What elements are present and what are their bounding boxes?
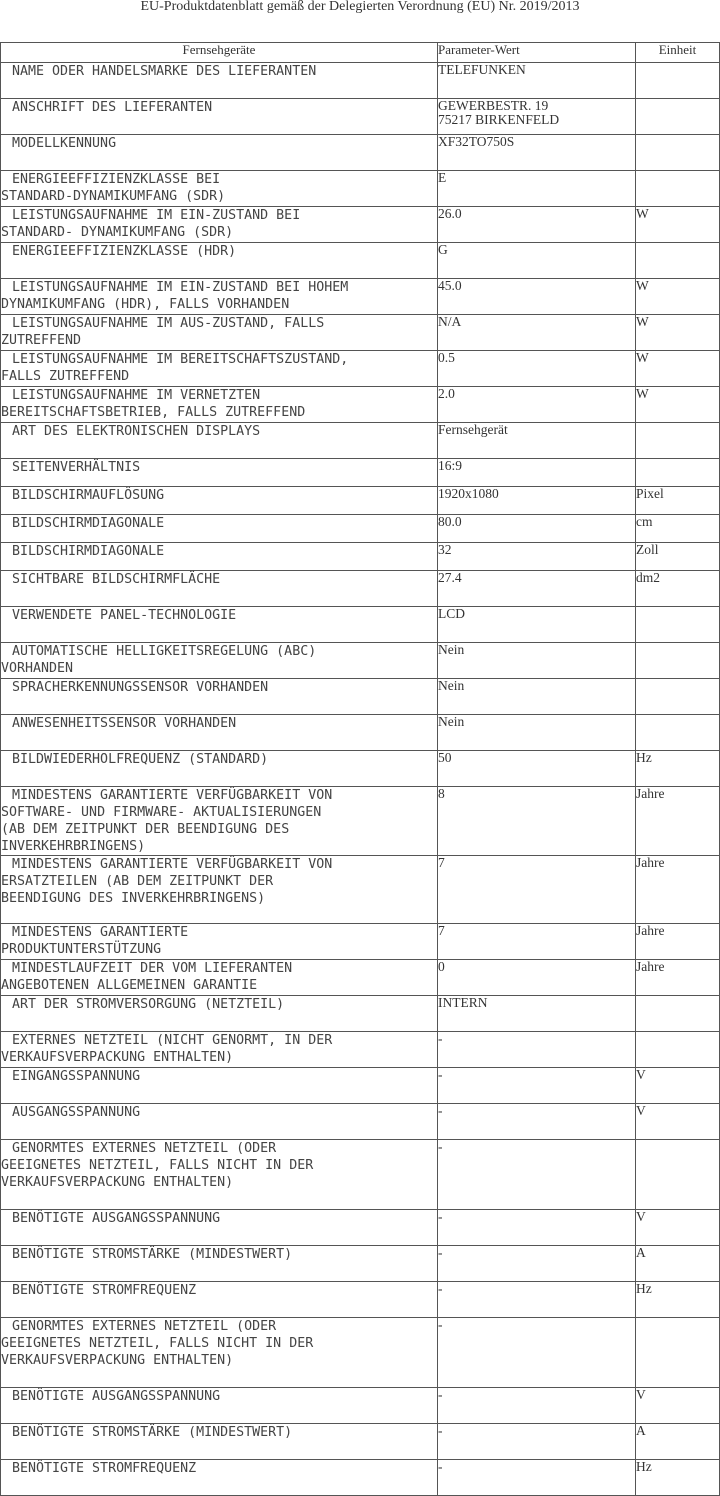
parameter-label-line: MINDESTENS GARANTIERTE VERFÜGBARKEIT VON	[12, 857, 333, 872]
parameter-value-line: 26.0	[438, 206, 462, 221]
table-row	[1, 751, 720, 787]
parameter-value-line: -	[438, 1459, 443, 1474]
table-row	[1, 135, 720, 171]
parameter-value-line: -	[438, 1245, 443, 1260]
parameter-value	[438, 279, 636, 315]
parameter-value	[438, 515, 636, 543]
parameter-label-line: VERKAUFSVERPACKUNG ENTHALTEN)	[1, 1050, 234, 1065]
parameter-value-line: LCD	[438, 606, 465, 621]
parameter-label-line: BENÖTIGTE AUSGANGSSPANNUNG	[12, 1389, 221, 1404]
table-row	[1, 856, 720, 924]
parameter-unit: Jahre	[636, 960, 720, 996]
parameter-value-line: Nein	[438, 642, 465, 657]
parameter-value	[438, 99, 636, 135]
parameter-label	[1, 63, 438, 99]
parameter-value	[438, 459, 636, 487]
parameter-value-line: 27.4	[438, 570, 462, 585]
parameter-unit: Zoll	[636, 543, 720, 571]
parameter-label	[1, 1032, 438, 1068]
parameter-value	[438, 924, 636, 960]
table-row	[1, 1068, 720, 1104]
parameter-label-line: BILDSCHIRMDIAGONALE	[12, 544, 165, 559]
parameter-unit	[636, 99, 720, 135]
parameter-label-line: GEEIGNETES NETZTEIL, FALLS NICHT IN DER	[1, 1158, 314, 1173]
parameter-label-line: BILDWIEDERHOLFREQUENZ (STANDARD)	[12, 752, 269, 767]
parameter-value	[438, 996, 636, 1032]
parameter-value-line: -	[438, 1103, 443, 1118]
parameter-value	[438, 1068, 636, 1104]
table-row	[1, 924, 720, 960]
parameter-label	[1, 924, 438, 960]
parameter-label-line: LEISTUNGSAUFNAHME IM AUS-ZUSTAND, FALLS	[12, 316, 325, 331]
table-row	[1, 315, 720, 351]
parameter-value-line: -	[438, 1281, 443, 1296]
parameter-value	[438, 715, 636, 751]
parameter-unit: Hz	[636, 1460, 720, 1496]
parameter-label-line: LEISTUNGSAUFNAHME IM VERNETZTEN	[12, 388, 261, 403]
parameter-label-line: (AB DEM ZEITPUNKT DER BEENDIGUNG DES	[1, 822, 290, 837]
parameter-label	[1, 459, 438, 487]
parameter-label-line: LEISTUNGSAUFNAHME IM EIN-ZUSTAND BEI HOHEM	[12, 280, 349, 295]
parameter-value-line: 16:9	[438, 458, 463, 473]
parameter-label-line: BENÖTIGTE STROMFREQUENZ	[12, 1461, 197, 1476]
parameter-label-line: BENÖTIGTE AUSGANGSSPANNUNG	[12, 1211, 221, 1226]
parameter-label	[1, 1282, 438, 1318]
parameter-label	[1, 543, 438, 571]
parameter-label-line: VERKAUFSVERPACKUNG ENTHALTEN)	[1, 1175, 234, 1190]
parameter-value	[438, 423, 636, 459]
table-row	[1, 643, 720, 679]
parameter-value	[438, 571, 636, 607]
parameter-label	[1, 960, 438, 996]
parameter-label-line: STANDARD- DYNAMIKUMFANG (SDR)	[1, 225, 234, 240]
parameter-label-line: MODELLKENNUNG	[12, 136, 117, 151]
parameter-value	[438, 1424, 636, 1460]
parameter-value	[438, 1282, 636, 1318]
parameter-value-line: GEWERBESTR. 19	[438, 98, 549, 113]
parameter-label-line: PRODUKTUNTERSTÜTZUNG	[1, 942, 162, 957]
parameter-value	[438, 607, 636, 643]
parameter-label-line: EINGANGSSPANNUNG	[12, 1069, 141, 1084]
parameter-label-line: STANDARD-DYNAMIKUMFANG (SDR)	[1, 189, 226, 204]
parameter-label	[1, 607, 438, 643]
parameter-value-line: 45.0	[438, 278, 462, 293]
parameter-unit: W	[636, 387, 720, 423]
table-row	[1, 1424, 720, 1460]
parameter-value	[438, 856, 636, 924]
parameter-unit	[636, 243, 720, 279]
parameter-value	[438, 243, 636, 279]
parameter-label-line: NAME ODER HANDELSMARKE DES LIEFERANTEN	[12, 64, 317, 79]
parameter-value	[438, 1318, 636, 1388]
parameter-label-line: LEISTUNGSAUFNAHME IM BEREITSCHAFTSZUSTAND,	[12, 352, 349, 367]
parameter-label-line: ZUTREFFEND	[1, 333, 82, 348]
parameter-unit: A	[636, 1246, 720, 1282]
parameter-unit: Jahre	[636, 787, 720, 856]
parameter-label-line: ANWESENHEITSSENSOR VORHANDEN	[12, 716, 237, 731]
parameter-unit: V	[636, 1104, 720, 1140]
parameter-label-line: ART DER STROMVERSORGUNG (NETZTEIL)	[12, 997, 285, 1012]
parameter-unit: cm	[636, 515, 720, 543]
parameter-value	[438, 135, 636, 171]
parameter-value-line: -	[438, 1031, 443, 1046]
parameter-label	[1, 715, 438, 751]
table-row	[1, 787, 720, 856]
parameter-value-line: 50	[438, 750, 452, 765]
table-row	[1, 571, 720, 607]
parameter-unit	[636, 171, 720, 207]
parameter-label-line: ANGEBOTENEN ALLGEMEINEN GARANTIE	[1, 978, 258, 993]
parameter-value-line: 75217 BIRKENFELD	[438, 112, 560, 127]
parameter-unit	[636, 63, 720, 99]
parameter-value	[438, 543, 636, 571]
table-row	[1, 387, 720, 423]
parameter-label-line: BEENDIGUNG DES INVERKEHRBRINGENS)	[1, 891, 266, 906]
parameter-unit: V	[636, 1068, 720, 1104]
parameter-unit	[636, 459, 720, 487]
parameter-unit: V	[636, 1388, 720, 1424]
parameter-value	[438, 351, 636, 387]
parameter-label	[1, 243, 438, 279]
parameter-label-line: BENÖTIGTE STROMSTÄRKE (MINDESTWERT)	[12, 1425, 293, 1440]
parameter-label-line: ART DES ELEKTRONISCHEN DISPLAYS	[12, 424, 261, 439]
parameter-label	[1, 1104, 438, 1140]
parameter-value-line: G	[438, 242, 448, 257]
parameter-value	[438, 387, 636, 423]
parameter-unit: dm2	[636, 571, 720, 607]
table-row	[1, 1140, 720, 1210]
table-row	[1, 543, 720, 571]
parameter-unit	[636, 996, 720, 1032]
parameter-value-line: 0.5	[438, 350, 455, 365]
parameter-label	[1, 171, 438, 207]
parameter-value	[438, 787, 636, 856]
table-row	[1, 63, 720, 99]
parameter-value	[438, 63, 636, 99]
parameter-label-line: AUTOMATISCHE HELLIGKEITSREGELUNG (ABC)	[12, 644, 317, 659]
parameter-value-line: E	[438, 170, 447, 185]
parameter-value-line: -	[438, 1209, 443, 1224]
parameter-label	[1, 423, 438, 459]
parameter-value-line: Fernsehgerät	[438, 422, 508, 437]
parameter-label	[1, 679, 438, 715]
parameter-label	[1, 1210, 438, 1246]
parameter-label	[1, 99, 438, 135]
parameter-label-line: MINDESTENS GARANTIERTE VERFÜGBARKEIT VON	[12, 788, 333, 803]
parameter-value-line: 1920x1080	[438, 486, 499, 501]
table-row	[1, 1210, 720, 1246]
parameter-label-line: VERWENDETE PANEL-TECHNOLOGIE	[12, 608, 237, 623]
parameter-value	[438, 1246, 636, 1282]
parameter-unit	[636, 715, 720, 751]
parameter-unit	[636, 135, 720, 171]
parameter-value-line: 7	[438, 855, 445, 870]
table-row	[1, 243, 720, 279]
parameter-value-line: TELEFUNKEN	[438, 62, 526, 77]
parameter-value-line: 7	[438, 923, 445, 938]
parameter-label-line: ENERGIEEFFIZIENZKLASSE BEI	[12, 172, 221, 187]
parameter-unit: V	[636, 1210, 720, 1246]
parameter-unit: W	[636, 315, 720, 351]
table-header-row	[1, 43, 720, 63]
parameter-label-line: GEEIGNETES NETZTEIL, FALLS NICHT IN DER	[1, 1336, 314, 1351]
parameter-label-line: VORHANDEN	[1, 661, 74, 676]
parameter-unit: A	[636, 1424, 720, 1460]
parameter-label	[1, 751, 438, 787]
parameter-label-line: MINDESTENS GARANTIERTE	[12, 925, 189, 940]
parameter-label-line: SOFTWARE- UND FIRMWARE- AKTUALISIERUNGEN	[1, 805, 322, 820]
parameter-value	[438, 1460, 636, 1496]
table-row	[1, 207, 720, 243]
parameter-unit: W	[636, 207, 720, 243]
parameter-label-line: MINDESTLAUFZEIT DER VOM LIEFERANTEN	[12, 961, 293, 976]
table-row	[1, 171, 720, 207]
parameter-value	[438, 1210, 636, 1246]
table-row	[1, 1246, 720, 1282]
parameter-unit	[636, 607, 720, 643]
parameter-unit	[636, 423, 720, 459]
parameter-value-line: Nein	[438, 678, 465, 693]
parameter-value-line: 2.0	[438, 386, 455, 401]
parameter-label	[1, 1460, 438, 1496]
parameter-value	[438, 171, 636, 207]
parameter-label	[1, 279, 438, 315]
table-row	[1, 459, 720, 487]
table-row	[1, 715, 720, 751]
parameter-unit: W	[636, 279, 720, 315]
column-header-unit: Einheit	[636, 43, 720, 63]
parameter-value-line: INTERN	[438, 995, 488, 1010]
parameter-value	[438, 1140, 636, 1210]
parameter-label	[1, 996, 438, 1032]
parameter-value-line: 8	[438, 786, 445, 801]
parameter-label-line: GENORMTES EXTERNES NETZTEIL (ODER	[12, 1319, 277, 1334]
table-row	[1, 607, 720, 643]
table-row	[1, 515, 720, 543]
parameter-label-line: INVERKEHRBRINGENS)	[1, 839, 146, 854]
parameter-unit: Hz	[636, 751, 720, 787]
parameter-value-line: -	[438, 1317, 443, 1332]
parameter-label-line: BENÖTIGTE STROMSTÄRKE (MINDESTWERT)	[12, 1247, 293, 1262]
parameter-unit	[636, 643, 720, 679]
parameter-value	[438, 679, 636, 715]
parameter-label	[1, 207, 438, 243]
parameter-label-line: SICHTBARE BILDSCHIRMFLÄCHE	[12, 572, 221, 587]
parameter-value-line: -	[438, 1387, 443, 1402]
table-row	[1, 351, 720, 387]
parameter-value-line: 32	[438, 542, 452, 557]
table-row	[1, 1104, 720, 1140]
table-body	[1, 63, 720, 1496]
parameter-label-line: LEISTUNGSAUFNAHME IM EIN-ZUSTAND BEI	[12, 208, 301, 223]
table-row	[1, 1032, 720, 1068]
parameter-label	[1, 135, 438, 171]
document-title: EU-Produktdatenblatt gemäß der Delegierten Verordnung (EU) Nr. 2019/2013	[140, 0, 580, 14]
parameter-label-line: VERKAUFSVERPACKUNG ENTHALTEN)	[1, 1353, 234, 1368]
table-row	[1, 1460, 720, 1496]
product-data-table	[0, 42, 720, 1496]
parameter-value	[438, 315, 636, 351]
parameter-label	[1, 643, 438, 679]
parameter-label-line: GENORMTES EXTERNES NETZTEIL (ODER	[12, 1141, 277, 1156]
parameter-label	[1, 1318, 438, 1388]
table-row	[1, 99, 720, 135]
parameter-unit: Hz	[636, 1282, 720, 1318]
column-header-parameter: Fernsehgeräte	[1, 43, 438, 63]
parameter-label	[1, 856, 438, 924]
parameter-value	[438, 960, 636, 996]
parameter-label-line: EXTERNES NETZTEIL (NICHT GENORMT, IN DER	[12, 1033, 333, 1048]
parameter-label-line: FALLS ZUTREFFEND	[1, 369, 130, 384]
parameter-label	[1, 315, 438, 351]
parameter-value-line: 0	[438, 959, 445, 974]
parameter-label-line: BENÖTIGTE STROMFREQUENZ	[12, 1283, 197, 1298]
parameter-label-line: SPRACHERKENNUNGSSENSOR VORHANDEN	[12, 680, 269, 695]
parameter-label-line: SEITENVERHÄLTNIS	[12, 460, 141, 475]
parameter-unit	[636, 679, 720, 715]
parameter-value	[438, 643, 636, 679]
parameter-value-line: -	[438, 1423, 443, 1438]
parameter-unit	[636, 1140, 720, 1210]
parameter-label-line: DYNAMIKUMFANG (HDR), FALLS VORHANDEN	[1, 297, 290, 312]
table-row	[1, 996, 720, 1032]
table-row	[1, 1388, 720, 1424]
parameter-unit: Jahre	[636, 924, 720, 960]
parameter-label	[1, 1424, 438, 1460]
parameter-label	[1, 515, 438, 543]
parameter-label-line: BILDSCHIRMAUFLÖSUNG	[12, 488, 165, 503]
table-row	[1, 1282, 720, 1318]
parameter-unit: Jahre	[636, 856, 720, 924]
parameter-label-line: ERSATZTEILEN (AB DEM ZEITPUNKT DER	[1, 874, 274, 889]
parameter-label	[1, 1246, 438, 1282]
parameter-label-line: BILDSCHIRMDIAGONALE	[12, 516, 165, 531]
parameter-label	[1, 571, 438, 607]
parameter-value	[438, 751, 636, 787]
parameter-label	[1, 1140, 438, 1210]
table-row	[1, 279, 720, 315]
parameter-label-line: BEREITSCHAFTSBETRIEB, FALLS ZUTREFFEND	[1, 405, 306, 420]
parameter-label	[1, 1388, 438, 1424]
parameter-unit	[636, 1032, 720, 1068]
parameter-label	[1, 387, 438, 423]
parameter-label-line: ENERGIEEFFIZIENZKLASSE (HDR)	[12, 244, 237, 259]
parameter-value	[438, 207, 636, 243]
parameter-value	[438, 1032, 636, 1068]
parameter-label	[1, 1068, 438, 1104]
parameter-label	[1, 351, 438, 387]
parameter-label	[1, 787, 438, 856]
table-row	[1, 487, 720, 515]
parameter-value	[438, 487, 636, 515]
table-row	[1, 423, 720, 459]
parameter-value-line: Nein	[438, 714, 465, 729]
table-row	[1, 1318, 720, 1388]
parameter-value-line: XF32TO750S	[438, 134, 515, 149]
parameter-value-line: -	[438, 1139, 443, 1154]
parameter-value-line: N/A	[438, 314, 462, 329]
table-row	[1, 679, 720, 715]
parameter-label	[1, 487, 438, 515]
column-header-value: Parameter-Wert	[438, 43, 636, 63]
parameter-label-line: AUSGANGSSPANNUNG	[12, 1105, 141, 1120]
table-row	[1, 960, 720, 996]
parameter-label-line: ANSCHRIFT DES LIEFERANTEN	[12, 100, 213, 115]
parameter-value-line: 80.0	[438, 514, 462, 529]
parameter-unit: Pixel	[636, 487, 720, 515]
parameter-unit: W	[636, 351, 720, 387]
parameter-value	[438, 1104, 636, 1140]
parameter-unit	[636, 1318, 720, 1388]
parameter-value-line: -	[438, 1067, 443, 1082]
parameter-value	[438, 1388, 636, 1424]
